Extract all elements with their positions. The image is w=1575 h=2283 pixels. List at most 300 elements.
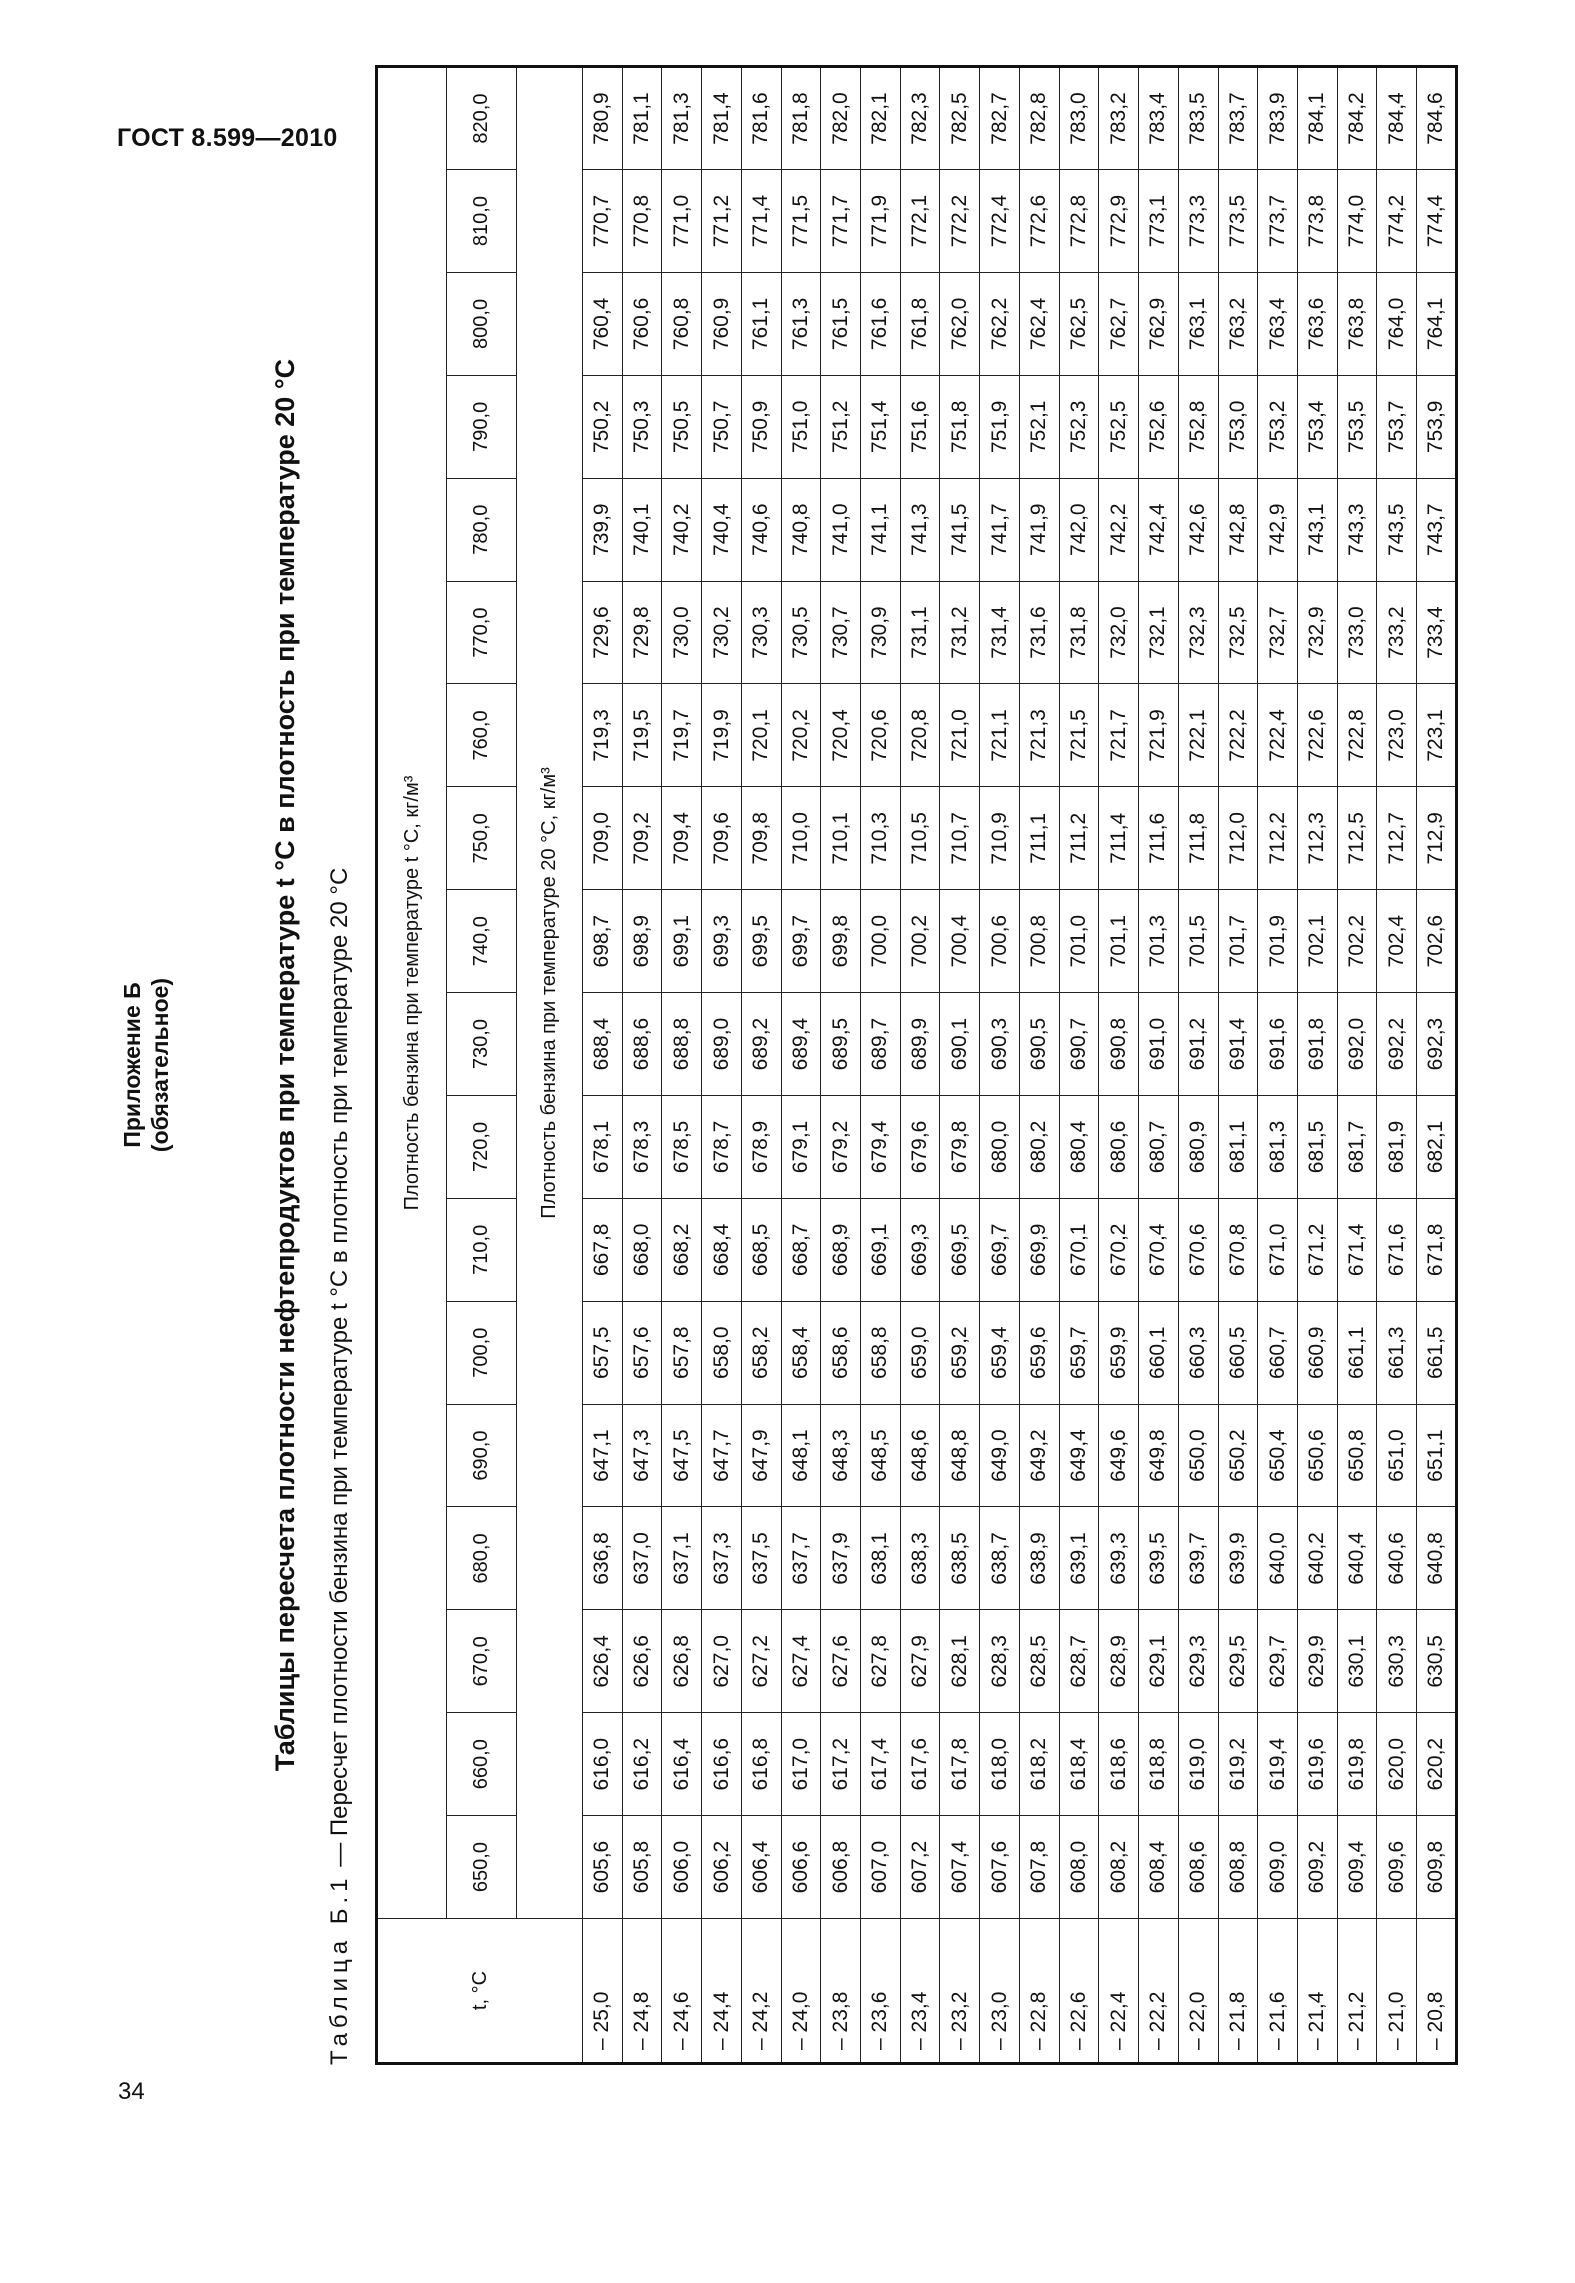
density-cell: 773,3 <box>1178 170 1218 273</box>
temperature-cell: – 24,8 <box>622 1919 662 2064</box>
density-cell: 729,6 <box>583 581 623 684</box>
density-column-header: 750,0 <box>447 787 517 890</box>
table-row <box>702 67 742 2064</box>
table-caption-label: Таблица Б.1 <box>326 1873 353 2065</box>
density-cell: 678,5 <box>662 1096 702 1199</box>
density-cell: 750,5 <box>662 375 702 478</box>
density-cell: 651,1 <box>1417 1404 1457 1507</box>
density-cell: 607,2 <box>900 1816 940 1919</box>
density-cell: 681,9 <box>1377 1096 1417 1199</box>
density-cell: 731,1 <box>900 581 940 684</box>
density-cell: 660,9 <box>1297 1301 1337 1404</box>
appendix-heading <box>118 30 174 2100</box>
density-cell: 661,5 <box>1417 1301 1457 1404</box>
density-cell: 638,5 <box>940 1507 980 1610</box>
density-cell: 648,6 <box>900 1404 940 1507</box>
density-cell: 742,9 <box>1258 478 1298 581</box>
density-cell: 709,4 <box>662 787 702 890</box>
group-header-bottom: Плотность бензина при температуре 20 °С, кг/м³ <box>517 67 583 1919</box>
density-cell: 774,0 <box>1337 170 1377 273</box>
density-cell: 699,3 <box>702 890 742 993</box>
density-cell: 609,8 <box>1417 1816 1457 1919</box>
density-cell: 761,6 <box>861 273 901 376</box>
density-cell: 699,7 <box>781 890 821 993</box>
density-cell: 750,2 <box>583 375 623 478</box>
density-column-header: 660,0 <box>447 1713 517 1816</box>
density-cell: 628,5 <box>1019 1610 1059 1713</box>
density-cell: 617,4 <box>861 1713 901 1816</box>
density-cell: 681,7 <box>1337 1096 1377 1199</box>
density-cell: 763,2 <box>1218 273 1258 376</box>
density-cell: 721,0 <box>940 684 980 787</box>
density-cell: 638,7 <box>980 1507 1020 1610</box>
density-cell: 692,3 <box>1417 993 1457 1096</box>
density-cell: 699,5 <box>741 890 781 993</box>
density-cell: 701,7 <box>1218 890 1258 993</box>
temperature-cell: – 23,2 <box>940 1919 980 2064</box>
density-cell: 619,2 <box>1218 1713 1258 1816</box>
density-cell: 700,8 <box>1019 890 1059 993</box>
density-cell: 702,1 <box>1297 890 1337 993</box>
density-cell: 743,3 <box>1337 478 1377 581</box>
density-cell: 773,1 <box>1139 170 1179 273</box>
density-cell: 658,6 <box>821 1301 861 1404</box>
density-column-header: 820,0 <box>447 67 517 170</box>
density-cell: 700,0 <box>861 890 901 993</box>
density-cell: 709,6 <box>702 787 742 890</box>
density-cell: 742,6 <box>1178 478 1218 581</box>
density-cell: 669,5 <box>940 1198 980 1301</box>
density-cell: 761,1 <box>741 273 781 376</box>
density-cell: 722,2 <box>1218 684 1258 787</box>
density-cell: 619,8 <box>1337 1713 1377 1816</box>
temperature-cell: – 25,0 <box>583 1919 623 2064</box>
density-cell: 618,8 <box>1139 1713 1179 1816</box>
density-cell: 647,9 <box>741 1404 781 1507</box>
density-cell: 660,7 <box>1258 1301 1298 1404</box>
density-cell: 630,5 <box>1417 1610 1457 1713</box>
density-cell: 620,0 <box>1377 1713 1417 1816</box>
density-cell: 657,8 <box>662 1301 702 1404</box>
density-cell: 702,6 <box>1417 890 1457 993</box>
density-cell: 723,0 <box>1377 684 1417 787</box>
density-cell: 608,4 <box>1139 1816 1179 1919</box>
density-cell: 671,6 <box>1377 1198 1417 1301</box>
density-cell: 690,7 <box>1059 993 1099 1096</box>
table-row <box>1337 67 1377 2064</box>
density-cell: 701,5 <box>1178 890 1218 993</box>
density-cell: 639,7 <box>1178 1507 1218 1610</box>
density-cell: 761,5 <box>821 273 861 376</box>
density-cell: 609,6 <box>1377 1816 1417 1919</box>
density-cell: 740,1 <box>622 478 662 581</box>
density-cell: 701,9 <box>1258 890 1298 993</box>
density-cell: 780,9 <box>583 67 623 170</box>
density-column-header: 670,0 <box>447 1610 517 1713</box>
density-cell: 658,4 <box>781 1301 821 1404</box>
density-cell: 782,3 <box>900 67 940 170</box>
density-cell: 720,8 <box>900 684 940 787</box>
density-table <box>375 65 1458 2065</box>
density-cell: 619,0 <box>1178 1713 1218 1816</box>
density-cell: 619,4 <box>1258 1713 1298 1816</box>
density-cell: 690,1 <box>940 993 980 1096</box>
density-cell: 771,4 <box>741 170 781 273</box>
density-cell: 710,9 <box>980 787 1020 890</box>
density-cell: 678,9 <box>741 1096 781 1199</box>
density-column-header: 650,0 <box>447 1816 517 1919</box>
density-cell: 626,4 <box>583 1610 623 1713</box>
density-cell: 647,7 <box>702 1404 742 1507</box>
density-column-header: 740,0 <box>447 890 517 993</box>
table-row <box>940 67 980 2064</box>
density-cell: 659,9 <box>1099 1301 1139 1404</box>
density-cell: 753,2 <box>1258 375 1298 478</box>
density-cell: 637,7 <box>781 1507 821 1610</box>
temperature-cell: – 24,2 <box>741 1919 781 2064</box>
density-cell: 699,1 <box>662 890 702 993</box>
density-cell: 733,4 <box>1417 581 1457 684</box>
table-row <box>741 67 781 2064</box>
density-cell: 626,8 <box>662 1610 702 1713</box>
density-cell: 659,4 <box>980 1301 1020 1404</box>
density-cell: 607,0 <box>861 1816 901 1919</box>
density-cell: 689,0 <box>702 993 742 1096</box>
table-row <box>622 67 662 2064</box>
density-cell: 753,5 <box>1337 375 1377 478</box>
density-column-header: 810,0 <box>447 170 517 273</box>
table-row <box>1178 67 1218 2064</box>
density-cell: 750,7 <box>702 375 742 478</box>
density-column-header: 690,0 <box>447 1404 517 1507</box>
density-cell: 660,5 <box>1218 1301 1258 1404</box>
density-cell: 650,2 <box>1218 1404 1258 1507</box>
appendix-title: Приложение Б <box>119 982 145 1148</box>
density-cell: 752,5 <box>1099 375 1139 478</box>
density-cell: 639,3 <box>1099 1507 1139 1610</box>
density-cell: 740,6 <box>741 478 781 581</box>
density-cell: 640,0 <box>1258 1507 1298 1610</box>
density-cell: 753,7 <box>1377 375 1417 478</box>
table-row <box>1218 67 1258 2064</box>
table-row <box>821 67 861 2064</box>
density-cell: 638,9 <box>1019 1507 1059 1610</box>
density-cell: 761,8 <box>900 273 940 376</box>
density-cell: 762,9 <box>1139 273 1179 376</box>
density-cell: 636,8 <box>583 1507 623 1610</box>
density-cell: 650,0 <box>1178 1404 1218 1507</box>
density-cell: 730,7 <box>821 581 861 684</box>
density-cell: 659,2 <box>940 1301 980 1404</box>
density-cell: 628,7 <box>1059 1610 1099 1713</box>
density-cell: 607,8 <box>1019 1816 1059 1919</box>
density-column-header: 680,0 <box>447 1507 517 1610</box>
density-cell: 753,9 <box>1417 375 1457 478</box>
density-cell: 639,5 <box>1139 1507 1179 1610</box>
density-cell: 700,6 <box>980 890 1020 993</box>
document-code: ГОСТ 8.599—2010 <box>117 124 338 152</box>
density-cell: 691,6 <box>1258 993 1298 1096</box>
density-cell: 773,8 <box>1297 170 1337 273</box>
density-cell: 760,9 <box>702 273 742 376</box>
density-cell: 637,5 <box>741 1507 781 1610</box>
table-row <box>1297 67 1337 2064</box>
density-cell: 649,4 <box>1059 1404 1099 1507</box>
density-cell: 671,2 <box>1297 1198 1337 1301</box>
density-cell: 723,1 <box>1417 684 1457 787</box>
density-column-header: 720,0 <box>447 1096 517 1199</box>
density-cell: 616,2 <box>622 1713 662 1816</box>
density-cell: 764,0 <box>1377 273 1417 376</box>
density-cell: 606,8 <box>821 1816 861 1919</box>
density-cell: 671,8 <box>1417 1198 1457 1301</box>
temperature-cell: – 23,8 <box>821 1919 861 2064</box>
density-cell: 649,2 <box>1019 1404 1059 1507</box>
density-cell: 669,7 <box>980 1198 1020 1301</box>
table-row <box>662 67 702 2064</box>
density-cell: 639,9 <box>1218 1507 1258 1610</box>
density-cell: 783,9 <box>1258 67 1298 170</box>
density-cell: 773,5 <box>1218 170 1258 273</box>
density-cell: 627,8 <box>861 1610 901 1713</box>
density-cell: 741,0 <box>821 478 861 581</box>
density-cell: 711,1 <box>1019 787 1059 890</box>
density-cell: 648,1 <box>781 1404 821 1507</box>
density-cell: 618,0 <box>980 1713 1020 1816</box>
density-cell: 691,4 <box>1218 993 1258 1096</box>
density-cell: 608,2 <box>1099 1816 1139 1919</box>
density-cell: 680,0 <box>980 1096 1020 1199</box>
density-cell: 701,0 <box>1059 890 1099 993</box>
density-cell: 740,2 <box>662 478 702 581</box>
density-cell: 721,9 <box>1139 684 1179 787</box>
density-column-header: 790,0 <box>447 375 517 478</box>
density-cell: 781,3 <box>662 67 702 170</box>
density-cell: 781,4 <box>702 67 742 170</box>
density-cell: 692,2 <box>1377 993 1417 1096</box>
density-cell: 760,6 <box>622 273 662 376</box>
density-cell: 608,6 <box>1178 1816 1218 1919</box>
density-cell: 752,8 <box>1178 375 1218 478</box>
density-cell: 609,4 <box>1337 1816 1377 1919</box>
density-cell: 607,4 <box>940 1816 980 1919</box>
density-cell: 760,8 <box>662 273 702 376</box>
density-cell: 649,0 <box>980 1404 1020 1507</box>
density-cell: 781,1 <box>622 67 662 170</box>
density-cell: 739,9 <box>583 478 623 581</box>
density-cell: 659,6 <box>1019 1301 1059 1404</box>
table-row <box>1417 67 1457 2064</box>
density-cell: 763,6 <box>1297 273 1337 376</box>
density-cell: 627,0 <box>702 1610 742 1713</box>
density-column-header: 700,0 <box>447 1301 517 1404</box>
density-cell: 669,3 <box>900 1198 940 1301</box>
density-cell: 668,2 <box>662 1198 702 1301</box>
density-cell: 731,8 <box>1059 581 1099 684</box>
table-row <box>1059 67 1099 2064</box>
density-cell: 698,9 <box>622 890 662 993</box>
density-cell: 640,6 <box>1377 1507 1417 1610</box>
density-cell: 647,3 <box>622 1404 662 1507</box>
table-row <box>861 67 901 2064</box>
density-cell: 651,0 <box>1377 1404 1417 1507</box>
temperature-cell: – 22,4 <box>1099 1919 1139 2064</box>
temperature-cell: – 22,6 <box>1059 1919 1099 2064</box>
table-row <box>781 67 821 2064</box>
density-cell: 751,8 <box>940 375 980 478</box>
temperature-cell: – 23,6 <box>861 1919 901 2064</box>
density-cell: 743,5 <box>1377 478 1417 581</box>
temperature-cell: – 21,8 <box>1218 1919 1258 2064</box>
density-cell: 640,8 <box>1417 1507 1457 1610</box>
density-cell: 751,4 <box>861 375 901 478</box>
density-cell: 772,6 <box>1019 170 1059 273</box>
density-cell: 668,9 <box>821 1198 861 1301</box>
density-cell: 681,5 <box>1297 1096 1337 1199</box>
density-cell: 771,9 <box>861 170 901 273</box>
density-cell: 771,0 <box>662 170 702 273</box>
density-column-header: 710,0 <box>447 1198 517 1301</box>
density-cell: 682,1 <box>1417 1096 1457 1199</box>
density-cell: 763,8 <box>1337 273 1377 376</box>
density-cell: 751,0 <box>781 375 821 478</box>
density-cell: 616,0 <box>583 1713 623 1816</box>
temperature-cell: – 23,0 <box>980 1919 1020 2064</box>
density-cell: 771,7 <box>821 170 861 273</box>
density-cell: 660,1 <box>1139 1301 1179 1404</box>
density-cell: 609,0 <box>1258 1816 1298 1919</box>
density-cell: 629,1 <box>1139 1610 1179 1713</box>
density-cell: 670,6 <box>1178 1198 1218 1301</box>
density-cell: 781,8 <box>781 67 821 170</box>
density-cell: 770,7 <box>583 170 623 273</box>
density-cell: 691,8 <box>1297 993 1337 1096</box>
density-column-header: 780,0 <box>447 478 517 581</box>
density-cell: 752,1 <box>1019 375 1059 478</box>
density-cell: 628,9 <box>1099 1610 1139 1713</box>
density-cell: 722,4 <box>1258 684 1298 787</box>
density-cell: 773,7 <box>1258 170 1298 273</box>
density-cell: 720,1 <box>741 684 781 787</box>
density-cell: 772,2 <box>940 170 980 273</box>
temperature-cell: – 21,4 <box>1297 1919 1337 2064</box>
density-cell: 630,1 <box>1337 1610 1377 1713</box>
density-cell: 730,3 <box>741 581 781 684</box>
density-cell: 640,2 <box>1297 1507 1337 1610</box>
density-cell: 730,2 <box>702 581 742 684</box>
t-column-header: t, °С <box>377 1919 583 2064</box>
density-cell: 649,8 <box>1139 1404 1179 1507</box>
density-cell: 760,4 <box>583 273 623 376</box>
density-cell: 679,8 <box>940 1096 980 1199</box>
density-cell: 751,9 <box>980 375 1020 478</box>
density-cell: 628,3 <box>980 1610 1020 1713</box>
density-cell: 616,4 <box>662 1713 702 1816</box>
density-cell: 629,3 <box>1178 1610 1218 1713</box>
density-cell: 733,2 <box>1377 581 1417 684</box>
density-cell: 783,5 <box>1178 67 1218 170</box>
density-cell: 690,3 <box>980 993 1020 1096</box>
density-cell: 710,1 <box>821 787 861 890</box>
table-caption-text: — Пересчет плотности бензина при температуре t °С в плотность при температуре 20 °С <box>326 867 353 1874</box>
temperature-cell: – 21,0 <box>1377 1919 1417 2064</box>
density-cell: 619,6 <box>1297 1713 1337 1816</box>
density-cell: 741,9 <box>1019 478 1059 581</box>
rotated-content <box>118 30 1458 2100</box>
density-cell: 763,4 <box>1258 273 1298 376</box>
density-cell: 741,5 <box>940 478 980 581</box>
density-cell: 617,8 <box>940 1713 980 1816</box>
density-cell: 709,0 <box>583 787 623 890</box>
density-cell: 702,2 <box>1337 890 1377 993</box>
density-cell: 752,3 <box>1059 375 1099 478</box>
density-cell: 605,8 <box>622 1816 662 1919</box>
density-cell: 688,6 <box>622 993 662 1096</box>
density-cell: 639,1 <box>1059 1507 1099 1610</box>
temperature-cell: – 22,8 <box>1019 1919 1059 2064</box>
density-cell: 657,5 <box>583 1301 623 1404</box>
density-cell: 741,7 <box>980 478 1020 581</box>
temperature-cell: – 23,4 <box>900 1919 940 2064</box>
density-cell: 606,4 <box>741 1816 781 1919</box>
density-table-wrap <box>375 65 1455 2065</box>
density-cell: 763,1 <box>1178 273 1218 376</box>
density-cell: 711,4 <box>1099 787 1139 890</box>
density-cell: 680,6 <box>1099 1096 1139 1199</box>
density-cell: 784,4 <box>1377 67 1417 170</box>
density-cell: 647,1 <box>583 1404 623 1507</box>
density-cell: 710,5 <box>900 787 940 890</box>
density-cell: 661,3 <box>1377 1301 1417 1404</box>
density-cell: 700,4 <box>940 890 980 993</box>
density-cell: 638,1 <box>861 1507 901 1610</box>
density-cell: 637,1 <box>662 1507 702 1610</box>
density-cell: 712,0 <box>1218 787 1258 890</box>
density-cell: 721,1 <box>980 684 1020 787</box>
density-cell: 743,7 <box>1417 478 1457 581</box>
density-column-header: 760,0 <box>447 684 517 787</box>
density-cell: 617,2 <box>821 1713 861 1816</box>
table-row <box>1019 67 1059 2064</box>
density-cell: 742,8 <box>1218 478 1258 581</box>
density-cell: 690,5 <box>1019 993 1059 1096</box>
density-cell: 689,9 <box>900 993 940 1096</box>
density-cell: 637,9 <box>821 1507 861 1610</box>
density-cell: 762,5 <box>1059 273 1099 376</box>
density-cell: 742,4 <box>1139 478 1179 581</box>
density-cell: 783,0 <box>1059 67 1099 170</box>
density-cell: 679,4 <box>861 1096 901 1199</box>
density-cell: 753,4 <box>1297 375 1337 478</box>
density-cell: 679,6 <box>900 1096 940 1199</box>
density-cell: 629,7 <box>1258 1610 1298 1713</box>
density-cell: 670,1 <box>1059 1198 1099 1301</box>
density-cell: 659,0 <box>900 1301 940 1404</box>
density-cell: 668,0 <box>622 1198 662 1301</box>
density-cell: 784,1 <box>1297 67 1337 170</box>
density-cell: 689,2 <box>741 993 781 1096</box>
density-cell: 753,0 <box>1218 375 1258 478</box>
density-cell: 659,7 <box>1059 1301 1099 1404</box>
density-cell: 668,7 <box>781 1198 821 1301</box>
density-cell: 730,9 <box>861 581 901 684</box>
density-cell: 720,4 <box>821 684 861 787</box>
density-cell: 731,4 <box>980 581 1020 684</box>
density-cell: 710,7 <box>940 787 980 890</box>
density-cell: 688,4 <box>583 993 623 1096</box>
density-cell: 770,8 <box>622 170 662 273</box>
density-cell: 669,1 <box>861 1198 901 1301</box>
